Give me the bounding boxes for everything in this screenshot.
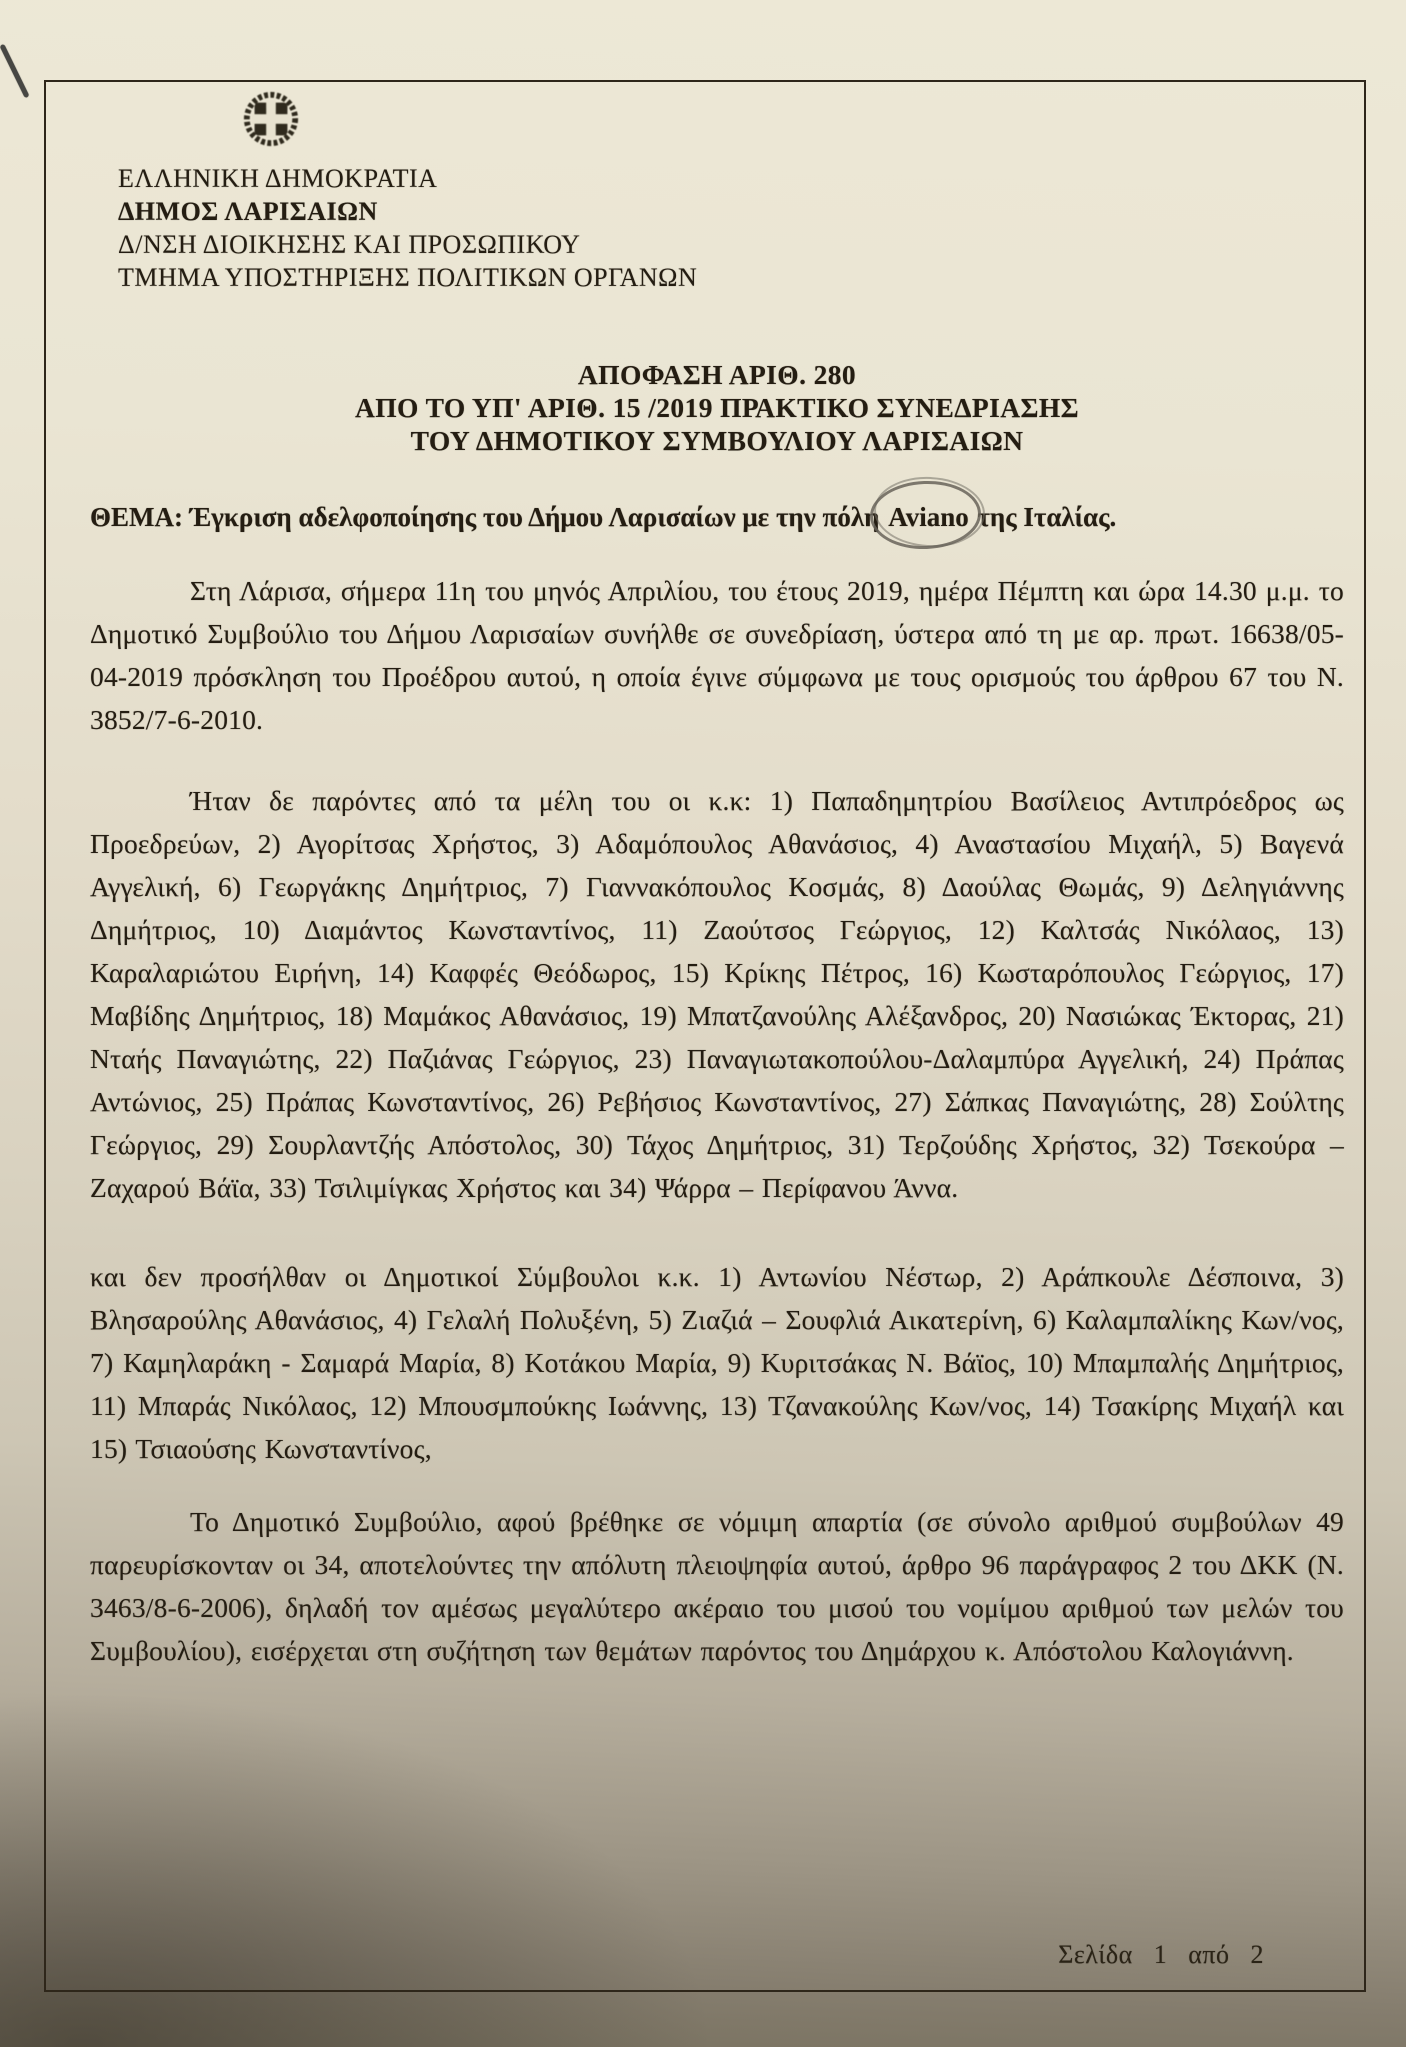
aviano-circled-annotation: Aviano: [886, 497, 971, 537]
decision-title-block: [90, 358, 1344, 457]
page-number: Σελίδα 1 από 2: [1058, 1940, 1264, 1969]
paragraph-quorum: Το Δημοτικό Συμβούλιο, αφού βρέθηκε σε νόμιμη απαρτία (σε σύνολο αριθμού συμβούλων 49 παρευρίσκονταν οι 34, αποτελούντες την απόλυτη πλειοψηφία αυτού, άρθρο 96 παράγραφος 2 του ΔΚΚ (Ν. 3463/8-6-2006), δηλαδή τον αμέσως μεγαλύτερο ακέραιο του μισού του νομίμου αριθμού των μελών του Συμβουλίου), εισέρχεται στη συζήτηση των θεμάτων παρόντος του Δημάρχου κ. Απόστολου Καλογιάννη.: [90, 1506, 1344, 1666]
document-header: [118, 90, 1344, 294]
title-minutes-reference: ΑΠΟ ΤΟ ΥΠ' ΑΡΙΘ. 15 /2019 ΠΡΑΚΤΙΚΟ ΣΥΝΕΔΡΙΑΣΗΣ: [354, 392, 1080, 423]
paragraph-members-present: Ήταν δε παρόντες από τα μέλη του οι κ.κ: 1) Παπαδημητρίου Βασίλειος Αντιπρόεδρος ως Προεδρεύων, 2) Αγορίτσας Χρήστος, 3) Αδαμόπουλος Αθανάσιος, 4) Αναστασίου Μιχαήλ, 5) Βαγενά Αγγελική, 6) Γεωργάκης Δημήτριος, 7) Γιαννακόπουλος Κοσμάς, 8) Δαούλας Θωμάς, 9) Δεληγιάννης Δημήτριος, 10) Διαμάντος Κωνσταντίνος, 11) Ζαούτσος Γεώργιος, 12) Καλτσάς Νικόλαος, 13) Καραλαριώτου Ειρήνη, 14) Καφφές Θεόδωρος, 15) Κρίκης Πέτρος, 16) Κωσταρόπουλος Γεώργιος, 17) Μαβίδης Δημήτριος, 18) Μαμάκος Αθανάσιος, 19) Μπατζανούλης Αλέξανδρος, 20) Νασιώκας Έκτορας, 21) Νταής Παναγιώτης, 22) Παζιάνας Γεώργιος, 23) Παναγιωτακοπούλου-Δαλαμπύρα Αγγελική, 24) Πράπας Αντώνιος, 25) Πράπας Κωνσταντίνος, 26) Ρεβήσιος Κωνσταντίνος, 27) Σάπκας Παναγιώτης, 28) Σούλτης Γεώργιος, 29) Σουρλαντζής Απόστολος, 30) Τάχος Δημήτριος, 31) Τερζούδης Χρήστος, 32) Τσεκούρα – Ζαχαρού Βάϊα, 33) Τσιλιμίγκας Χρήστος και 34) Ψάρρα – Περίφανου Άννα.: [90, 785, 1344, 1203]
page-frame: [44, 80, 1366, 1992]
title-decision-number: ΑΠΟΦΑΣΗ ΑΡΙΘ. 280: [577, 359, 857, 390]
paragraph-members-absent: και δεν προσήλθαν οι Δημοτικοί Σύμβουλοι κ.κ. 1) Αντωνίου Νέστωρ, 2) Αράπκουλε Δέσποινα, 3) Βλησαρούλης Αθανάσιος, 4) Γελαλή Πολυξένη, 5) Ζιαζιά – Σουφλιά Αικατερίνη, 6) Καλαμπαλίκης Κων/νος, 7) Καμηλαράκη - Σαμαρά Μαρία, 8) Κοτάκου Μαρία, 9) Κυριτσάκας Ν. Βάϊος, 10) Μπαμπαλής Δημήτριος, 11) Μπαράς Νικόλαος, 12) Μπουσμπούκης Ιωάννης, 13) Τζανακούλης Κων/νος, 14) Τσακίρης Μιχαήλ και 15) Τσιαούσης Κωνσταντίνος,: [90, 1261, 1344, 1464]
header-directorate-line: Δ/ΝΣΗ ΔΙΟΙΚΗΣΗΣ ΚΑΙ ΠΡΟΣΩΠΙΚΟΥ: [118, 230, 581, 259]
greek-coat-of-arms-icon: [242, 90, 300, 148]
header-municipality-line: ΔΗΜΟΣ ΛΑΡΙΣΑΙΩΝ: [118, 197, 378, 226]
subject-text-after: της Ιταλίας.: [977, 502, 1117, 532]
pen-stroke-mark: [0, 44, 29, 98]
subject-label: ΘΕΜΑ:: [90, 502, 183, 532]
paragraph-session-info: Στη Λάρισα, σήμερα 11η του μηνός Απριλίου, του έτους 2019, ημέρα Πέμπτη και ώρα 14.30 μ.μ. το Δημοτικό Συμβούλιο του Δήμου Λαρισαίων συνήλθε σε συνεδρίαση, ύστερα από τη με αρ. πρωτ. 16638/05-04-2019 πρόσκληση του Προέδρου αυτού, η οποία έγινε σύμφωνα με τους ορισμούς του άρθρου 67 του Ν. 3852/7-6-2010.: [90, 575, 1344, 735]
title-council-name: ΤΟΥ ΔΗΜΟΤΙΚΟΥ ΣΥΜΒΟΥΛΙΟΥ ΛΑΡΙΣΑΙΩΝ: [410, 425, 1024, 456]
subject-line: [90, 497, 1344, 537]
header-republic-line: ΕΛΛΗΝΙΚΗ ΔΗΜΟΚΡΑΤΙΑ: [118, 164, 438, 193]
subject-text-before: Έγκριση αδελφοποίησης του Δήμου Λαρισαίων με την πόλη: [189, 502, 880, 532]
header-department-line: ΤΜΗΜΑ ΥΠΟΣΤΗΡΙΞΗΣ ΠΟΛΙΤΙΚΩΝ ΟΡΓΑΝΩΝ: [118, 263, 698, 292]
